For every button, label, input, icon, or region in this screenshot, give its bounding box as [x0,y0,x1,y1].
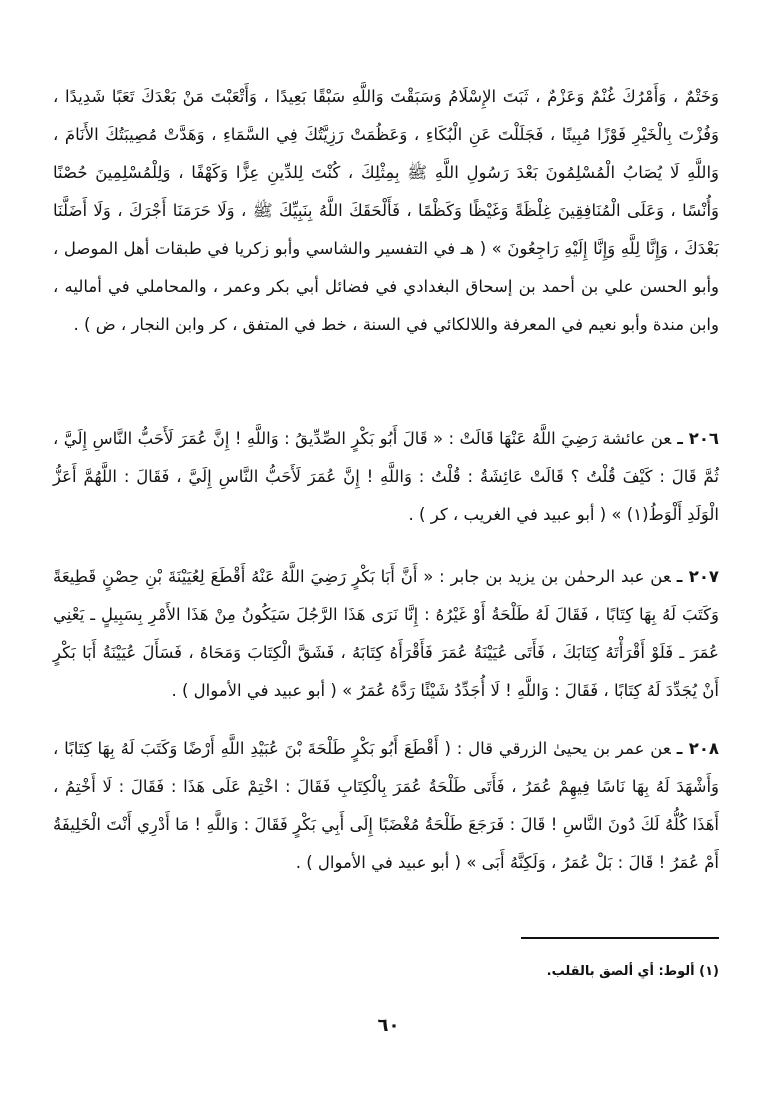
hadith-208 [53,730,719,882]
hadith-206 [53,420,719,534]
hadith-number: ٢٠٧ ـ [676,567,719,586]
hadith-text: عن عبد الرحمٰن بن يزيد بن جابر : « أَنَّ أَبَا بَكْرٍ رَضِيَ اللَّهُ عَنْهُ أَقْطَعَ لِعُيَيْنَةَ بْنِ حِصْنٍ قَطِيعَةً وَكَتَبَ لَهُ بِهَا كِتَابًا ، فَقَالَ لَهُ طَلْحَةُ أَوْ غَيْرُهُ : إِنَّا نَرَى هَذَا الرَّجُلَ سَيَكُونُ مِنْ هَذَا الأَمْرِ بِسَبِيلٍ ـ يَعْنِي عُمَرَ ـ فَلَوْ أَقْرَأْتَهُ كِتَابَكَ ، فَأَتَى عُيَيْنَةُ عُمَرَ فَأَقْرَأَهُ كِتَابَهُ ، فَشَقَّ الْكِتَابَ وَمَحَاهُ ، فَسَأَلَ عُيَيْنَةُ أَبَا بَكْرٍ أَنْ يُجَدِّدَ لَهُ كِتَابًا ، فَقَالَ : وَاللَّهِ ! لَا أُجَدِّدُ شَيْئًا رَدَّهُ عُمَرُ » ( أبو عبيد في الأموال ) . [53,567,719,700]
hadith-207 [53,558,719,710]
hadith-number: ٢٠٦ ـ [677,429,719,448]
page-number: ٦٠ [377,1015,400,1036]
opening-paragraph: وَخَتْمٌ ، وَأَمْرُكَ غُنْمٌ وَعَزْمٌ ، ثَبَتَ الإِسْلَامُ وَسَبَقْتَ وَاللَّهِ سَبْقًا بَعِيدًا ، وَأَتْعَبْتَ مَنْ بَعْدَكَ تَعَبًا شَدِيدًا ، وَفُزْتَ بِالْخَيْرِ فَوْزًا مُبِينًا ، فَجَلَلْتَ عَنِ الْبُكَاءِ ، وَعَظُمَتْ رَزِيَّتُكَ فِي السَّمَاءِ ، وَهَدَّتْ مُصِيبَتُكَ الأَنَامَ ، وَاللَّهِ لَا يُصَابُ الْمُسْلِمُونَ بَعْدَ رَسُولِ اللَّهِ ﷺ بِمِثْلِكَ ، كُنْتَ لِلدِّينِ عِزًّا وَكَهْفًا ، وَلِلْمُسْلِمِينَ حُصْنًا وَأُنْسًا ، وَعَلَى الْمُنَافِقِينَ غِلْظَةً وَغَيْظًا وَكَظْمًا ، فَأَلْحَقَكَ اللَّهُ بِنَبِيِّكَ ﷺ ، وَلَا حَرَمَنَا أَجْرَكَ ، وَلَا أَضَلَّنَا بَعْدَكَ ، وَإِنَّا لِلَّهِ وَإِنَّا إِلَيْهِ رَاجِعُونَ » ( هـ في التفسير والشاسي وأبو زكريا في طبقات أهل الموصل ، وأبو الحسن علي بن أحمد بن إسحاق البغدادي في فضائل أبي بكر وعمر ، والمحاملي في أماليه ، وابن مندة وأبو نعيم في المعرفة واللالكائي في السنة ، خط في المتفق ، كر وابن النجار ، ض ) . [53,87,719,334]
hadith-number: ٢٠٨ ـ [676,739,719,758]
footnote-divider [521,937,719,939]
hadith-text: عن عائشة رَضِيَ اللَّهُ عَنْهَا قَالَتْ : « قَالَ أَبُو بَكْرٍ الصِّدِّيقُ : وَاللَّهِ ! إِنَّ عُمَرَ لَأَحَبُّ النَّاسِ إِلَيَّ ، ثُمَّ قَالَ : كَيْفَ قُلْتُ ؟ قَالَتْ عَائِشَةُ : قُلْتُ : وَاللَّهِ ! إِنَّ عُمَرَ لَأَحَبُّ النَّاسِ إِلَيَّ ، فَقَالَ : اللَّهُمَّ أَعَزُّ الْوَلَدِ أَلْوَطُ(١) » ( أبو عبيد في الغريب ، كر ) . [53,429,719,524]
footnote: (١) ألوط: أي ألصق بالقلب. [546,964,719,979]
hadith-text: عن عمر بن يحيىٰ الزرقي قال : ( أَقْطَعَ أَبُو بَكْرٍ طَلْحَةَ بْنَ عُبَيْدِ اللَّهِ أَرْضًا وَكَتَبَ لَهُ بِهَا كِتَابًا ، وَأَشْهَدَ لَهُ بِهَا نَاسًا فِيهِمْ عُمَرُ ، فَأَتَى طَلْحَةُ عُمَرَ بِالْكِتَابِ فَقَالَ : اخْتِمْ عَلَى هَذَا : فَقَالَ : لَا أَخْتِمُ ، أَهَذَا كُلُّهُ لَكَ دُونَ النَّاسِ ! قَالَ : فَرَجَعَ طَلْحَةُ مُغْضَبًا إِلَى أَبِي بَكْرٍ فَقَالَ : وَاللَّهِ ! مَا أَدْرِي أَنْتَ الْخَلِيفَةُ أَمْ عُمَرُ ! قَالَ : بَلْ عُمَرُ ، وَلَكِنَّهُ أَبَى » ( أبو عبيد في الأموال ) . [53,739,719,872]
